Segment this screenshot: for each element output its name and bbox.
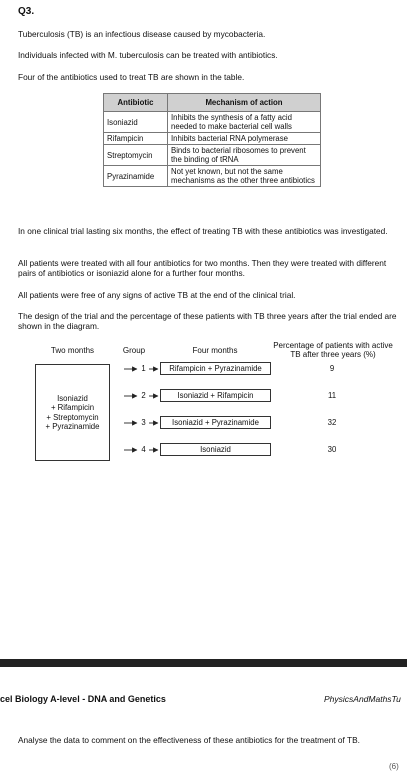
question-prompt: Analyse the data to comment on the effectiveness of these antibiotics for the treatment of TB. — [18, 735, 360, 745]
table-header-mechanism: Mechanism of action — [168, 94, 321, 112]
intro-paragraph-2: Individuals infected with M. tuberculosis can be treated with antibiotics. — [18, 50, 278, 60]
antibiotic-name: Isoniazid — [104, 112, 168, 133]
mechanism-of-action: Inhibits bacterial RNA polymerase — [168, 133, 321, 145]
mechanism-of-action: Inhibits the synthesis of a fatty acid needed to make bacterial cell walls — [168, 112, 321, 133]
header-two-months: Two months — [50, 346, 95, 355]
two-months-line: + Pyrazinamide — [45, 422, 100, 431]
table-header-antibiotic: Antibiotic — [104, 94, 168, 112]
percentage-value: 30 — [327, 445, 337, 454]
four-months-treatment: Rifampicin + Pyrazinamide — [160, 362, 271, 375]
two-months-line: Isoniazid — [57, 393, 88, 403]
mechanism-of-action: Not yet known, but not the same mechanisms as the other three antibiotics — [168, 166, 321, 187]
antibiotic-name: Pyrazinamide — [104, 166, 168, 187]
four-months-treatment: Isoniazid + Pyrazinamide — [160, 416, 271, 429]
header-group: Group — [122, 346, 146, 355]
two-months-line: + Streptomycin — [46, 412, 99, 422]
group-number: 2 — [141, 391, 146, 400]
marks-available: (6) — [389, 762, 399, 771]
mechanism-of-action: Binds to bacterial ribosomes to prevent the binding of tRNA — [168, 145, 321, 166]
group-number: 1 — [141, 364, 146, 373]
question-number: Q3. — [18, 6, 35, 17]
intro-paragraph-3: Four of the antibiotics used to treat TB are shown in the table. — [18, 72, 245, 82]
trial-paragraph: In one clinical trial lasting six months, the effect of treating TB with these antibiotics was investigated. — [18, 226, 388, 236]
outcome-paragraph: All patients were free of any signs of active TB at the end of the clinical trial. — [18, 290, 296, 300]
percentage-value: 9 — [329, 364, 335, 373]
percentage-value: 11 — [327, 391, 337, 400]
antibiotic-name: Rifampicin — [104, 133, 168, 145]
group-number: 3 — [141, 418, 146, 427]
intro-paragraph-1: Tuberculosis (TB) is an infectious disease caused by mycobacteria. — [18, 29, 266, 39]
design-paragraph: The design of the trial and the percentage of these patients with TB three years after the trial ended are shown in the diagram. — [18, 311, 397, 331]
two-months-line: + Rifampicin — [50, 403, 95, 412]
antibiotic-name: Streptomycin — [104, 145, 168, 166]
footer-brand: PhysicsAndMathsTu — [324, 694, 401, 704]
group-number: 4 — [141, 445, 146, 454]
percentage-value: 32 — [327, 418, 337, 427]
four-months-treatment: Isoniazid + Rifampicin — [160, 389, 271, 402]
treatment-paragraph: All patients were treated with all four antibiotics for two months. Then they were treated with different pairs of antibiotics or isoniazid alone for a further four months. — [18, 258, 387, 278]
header-percentage: Percentage of patients with active TB after three years (%) — [273, 341, 393, 359]
footer-divider — [0, 659, 407, 667]
footer-course-title: cel Biology A-level - DNA and Genetics — [0, 694, 166, 704]
four-months-treatment: Isoniazid — [160, 443, 271, 456]
header-four-months: Four months — [192, 346, 238, 355]
